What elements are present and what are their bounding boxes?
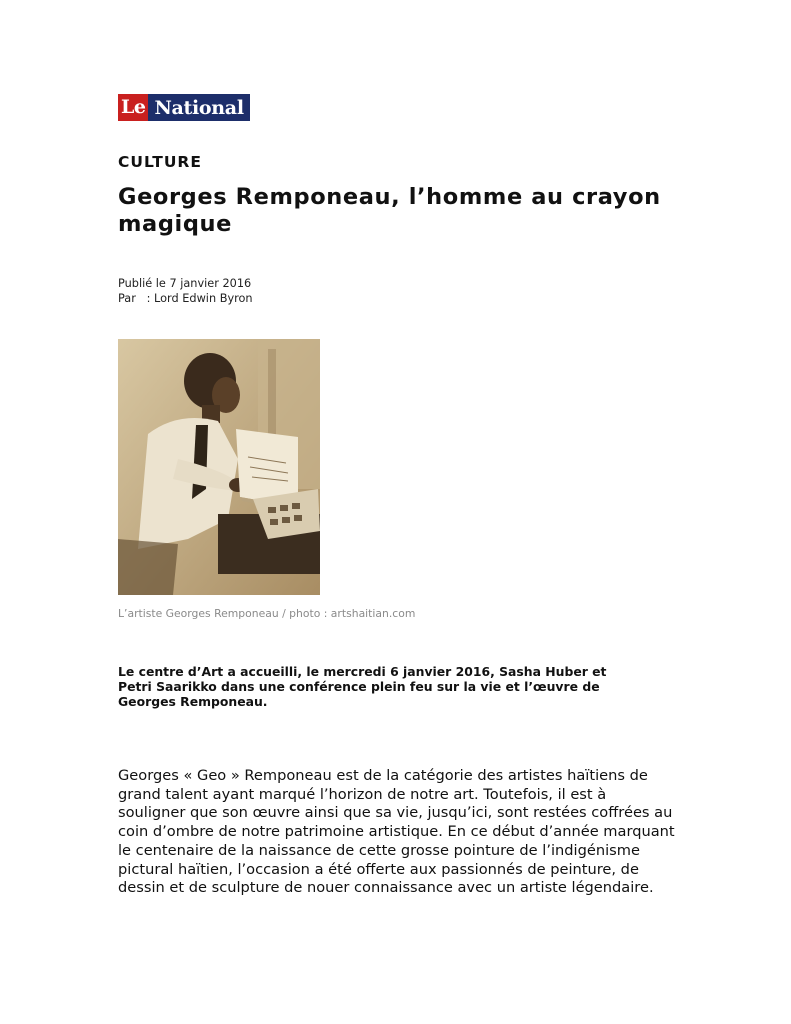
article-meta — [118, 276, 253, 306]
article-body-paragraph: Georges « Geo » Remponeau est de la catégorie des artistes haïtiens de grand talent ayant marqué l’horizon de notre art. Toutefois, il est à souligner que son œuvre ainsi que sa vie, jusqu’ici, sont restées coffrées au coin d’ombre de notre patrimoine artistique. En ce début d’année marquant le centenaire de la naissance de cette grosse pointure de l’indigénisme pictural haïtien, l’occasion a été offerte aux passionnés de peinture, de dessin et de sculpture de nouer connaissance avec un artiste légendaire. — [118, 767, 675, 897]
article-photo — [118, 339, 320, 595]
image-caption: L’artiste Georges Remponeau / photo : artshaitian.com — [118, 607, 416, 620]
author-line: Par : Lord Edwin Byron — [118, 292, 253, 305]
logo-part-le: Le — [118, 94, 148, 121]
logo-part-national: National — [148, 94, 249, 121]
publish-date: Publié le 7 janvier 2016 — [118, 277, 252, 290]
le-national-logo[interactable] — [118, 94, 250, 121]
section-label: CULTURE — [118, 153, 202, 171]
artist-drawing-photo — [118, 339, 320, 595]
article-lead: Le centre d’Art a accueilli, le mercredi 6 janvier 2016, Sasha Huber et Petri Saarikko dans une conférence plein feu sur la vie et l’œuvre de Georges Remponeau. — [118, 664, 607, 709]
article-title: Georges Remponeau, l’homme au crayon magique — [118, 184, 661, 237]
